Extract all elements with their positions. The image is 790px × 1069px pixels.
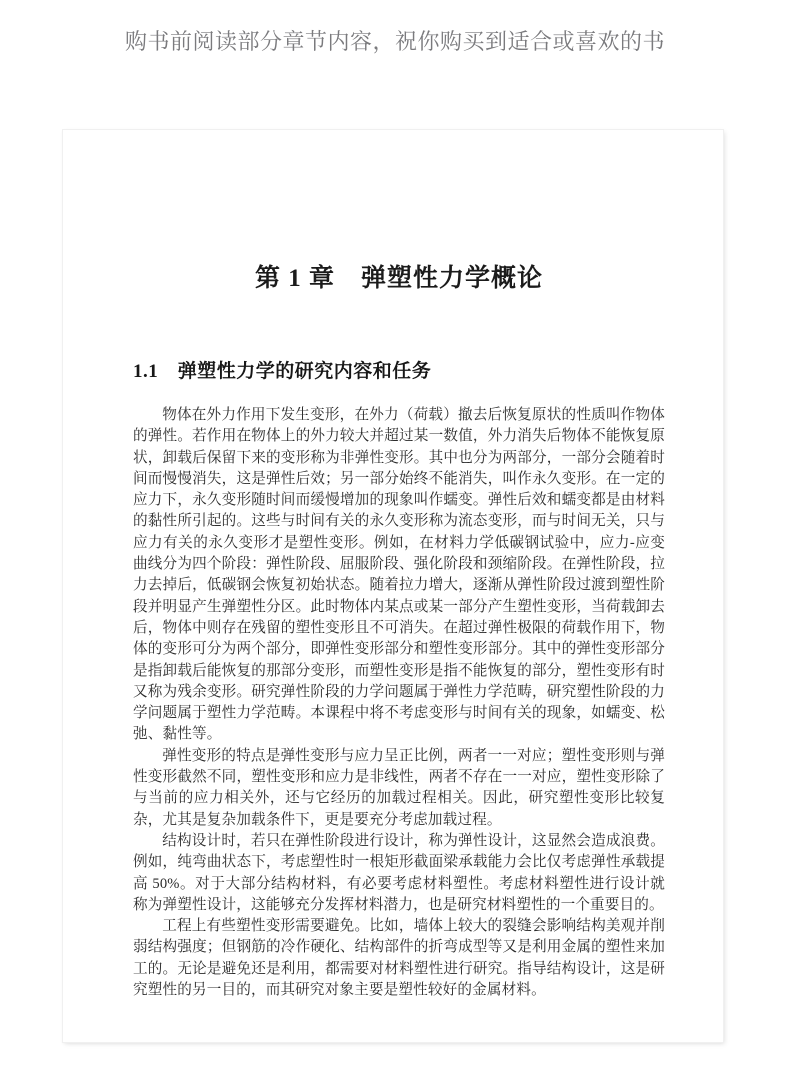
promo-banner xyxy=(0,0,790,130)
body-copy xyxy=(133,383,665,1001)
document-page-sheet xyxy=(63,130,723,1042)
promo-banner-text: 购书前阅读部分章节内容，祝你购买到适合或喜欢的书 xyxy=(124,29,665,54)
paragraph: 结构设计时，若只在弹性阶段进行设计，称为弹性设计，这显然会造成浪费。例如，纯弯曲状态下，考虑塑性时一根矩形截面梁承载能力会比仅考虑弹性承载提高 50%。对于大部分结构材料，有必要考虑材料塑性。考虑材料塑性进行设计就称为弹塑性设计，这能够充分发挥材料潜力，也是研究材料塑性的一个重要目的。 xyxy=(133,832,665,913)
paragraph: 物体在外力作用下发生变形，在外力（荷载）撤去后恢复原状的性质叫作物体的弹性。若作用在物体上的外力较大并超过某一数值，外力消失后物体不能恢复原状，卸载后保留下来的变形称为非弹性变形。其中也分为两部分，一部分会随着时间而慢慢消失，这是弹性后效；另一部分始终不能消失，叫作永久变形。在一定的应力下，永久变形随时间而缓慢增加的现象叫作蠕变。弹性后效和蠕变都是由材料的黏性所引起的。这些与时间有关的永久变形称为流态变形，而与时间无关，只与应力有关的永久变形才是塑性变形。例如，在材料力学低碳钢试验中，应力-应变曲线分为四个阶段：弹性阶段、屈服阶段、强化阶段和颈缩阶段。在弹性阶段，拉力去掉后，低碳钢会恢复初始状态。随着拉力增大，逐渐从弹性阶段过渡到塑性阶段并明显产生弹塑性分区。此时物体内某点或某一部分产生塑性变形，当荷载卸去后，物体中则存在残留的塑性变形且不可消失。在超过弹性极限的荷载作用下，物体的变形可分为两个部分，即弹性变形部分和塑性变形部分。其中的弹性变形部分是指卸载后能恢复的那部分变形，而塑性变形是指不能恢复的部分，塑性变形有时又称为残余变形。研究弹性阶段的力学问题属于弹性力学范畴，研究塑性阶段的力学问题属于塑性力学范畴。本课程中将不考虑变形与时间有关的现象，如蠕变、松弛、黏性等。 xyxy=(133,407,665,743)
section-heading: 1.1 弹塑性力学的研究内容和任务 xyxy=(133,361,432,382)
paragraph: 弹性变形的特点是弹性变形与应力呈正比例，两者一一对应；塑性变形则与弹性变形截然不同，塑性变形和应力是非线性，两者不存在一一对应，塑性变形除了与当前的应力相关外，还与它经历的加载过程相关。因此，研究塑性变形比较复杂，尤其是复杂加载条件下，更是要充分考虑加载过程。 xyxy=(133,747,665,828)
paragraph: 工程上有些塑性变形需要避免。比如，墙体上较大的裂缝会影响结构美观并削弱结构强度；但钢筋的冷作硬化、结构部件的折弯成型等又是利用金属的塑性来加工的。无论是避免还是利用，都需要对材料塑性进行研究。指导结构设计，这是研究塑性的另一目的，而其研究对象主要是塑性较好的金属材料。 xyxy=(133,918,665,999)
chapter-title: 第 1 章 弹塑性力学概论 xyxy=(254,265,543,292)
page-content-area xyxy=(133,130,665,1042)
